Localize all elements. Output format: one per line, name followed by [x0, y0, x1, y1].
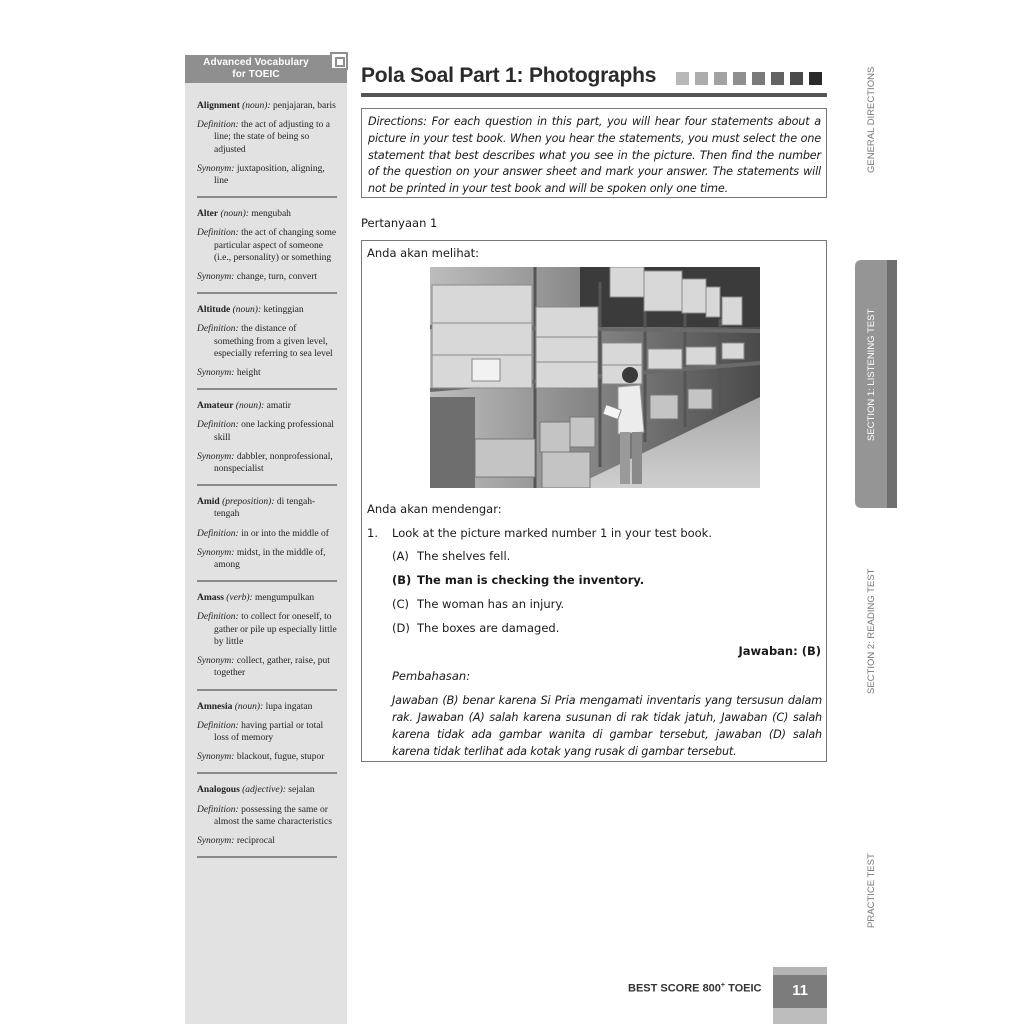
vocab-entry	[197, 400, 337, 486]
vocab-synonym	[197, 271, 337, 283]
vocab-pos: (noun):	[242, 101, 271, 111]
vocab-headword	[197, 304, 337, 316]
synonym-text: collect, gather, raise, put together	[214, 656, 330, 679]
discussion-label: Pembahasan:	[392, 669, 471, 683]
vocab-synonym	[197, 163, 337, 187]
definition-label: Definition:	[197, 612, 239, 623]
sidebar-header-line2: for TOEIC	[232, 69, 280, 80]
vocab-word: Amass	[197, 593, 224, 604]
vocab-definition	[197, 804, 337, 828]
vocab-pos: (preposition):	[222, 497, 275, 508]
vocab-entry	[197, 592, 337, 690]
vocabulary-list	[197, 100, 337, 868]
vocab-entry	[197, 304, 337, 390]
vocabulary-sidebar	[185, 55, 347, 1024]
synonym-text: reciprocal	[236, 835, 275, 846]
title-square	[752, 72, 765, 85]
vocab-headword	[197, 208, 337, 220]
rail-listening-test: SECTION 1: LISTENING TEST	[866, 308, 877, 441]
option-letter-c: (C)	[392, 597, 410, 611]
vocab-synonym	[197, 367, 337, 379]
vocab-headword	[197, 701, 337, 713]
definition-text: the distance of something from a given level, especially referring to sea level	[214, 324, 333, 359]
synonym-label: Synonym:	[197, 752, 235, 763]
vocab-synonym	[197, 655, 337, 679]
title-square	[809, 72, 822, 85]
title-square	[714, 72, 727, 85]
discussion-text: Jawaban (B) benar karena Si Pria mengamati inventaris yang tersusun dalam rak. Jawaban (A) salah karena susunan di rak tidak jatuh, Jawaban (C) salah karena tidak ada gambar wanita di gambar tersebut, jawaban (D) salah karena tidak terlihat ada kotak yang rusak di gambar tersebut.	[392, 694, 822, 758]
vocab-entry	[197, 100, 337, 198]
option-text-b: The man is checking the inventory.	[417, 573, 645, 587]
synonym-text: dabbler, nonprofessional, nonspecialist	[214, 451, 333, 475]
vocab-headword	[197, 400, 337, 412]
vocab-definition	[197, 119, 337, 156]
vocab-word: Amateur	[197, 401, 234, 412]
option-text-c: The woman has an injury.	[417, 597, 565, 611]
vocab-translation: mengubah	[251, 209, 291, 220]
title-square	[695, 72, 708, 85]
title-square	[733, 72, 746, 85]
page-title: Pola Soal Part 1: Photographs	[361, 64, 657, 87]
vocab-definition	[197, 227, 337, 264]
vocab-pos: (noun):	[234, 701, 264, 712]
corner-squares-icon	[330, 52, 348, 70]
vocab-word: Amnesia	[197, 701, 233, 712]
synonym-text: juxtaposition, aligning, line	[214, 163, 325, 187]
vocab-synonym	[197, 451, 337, 475]
vocab-translation: di tengah-tengah	[214, 497, 316, 520]
definition-label: Definition:	[197, 120, 239, 131]
definition-text: to collect for oneself, to gather or pile up especially little by little	[214, 612, 337, 647]
question-box	[361, 240, 827, 762]
vocab-headword	[197, 496, 337, 520]
definition-label: Definition:	[197, 804, 239, 815]
definition-text: having partial or total loss of memory	[214, 720, 324, 743]
option-letter-a: (A)	[392, 549, 409, 563]
vocab-definition	[197, 720, 337, 744]
vocab-definition	[197, 323, 337, 360]
see-label: Anda akan melihat:	[367, 246, 480, 260]
synonym-text: midst, in the middle of, among	[214, 547, 326, 571]
vocab-headword	[197, 592, 337, 604]
vocab-definition	[197, 419, 337, 443]
definition-text: the act of adjusting to a line; the state of being so adjusted	[214, 120, 330, 155]
vocab-word: Alter	[197, 209, 219, 220]
definition-label: Definition:	[197, 324, 239, 335]
vocab-word: Amid	[197, 497, 220, 508]
vocab-pos: (verb):	[226, 593, 253, 604]
option-letter-d: (D)	[392, 621, 410, 635]
vocab-definition	[197, 611, 337, 648]
definition-label: Definition:	[197, 720, 239, 731]
vocab-translation: sejalan	[288, 785, 315, 796]
page-number: 11	[792, 982, 808, 999]
question-label: Pertanyaan 1	[361, 216, 438, 230]
vocab-headword	[197, 784, 337, 796]
vocab-pos: (adjective):	[242, 785, 286, 796]
vocab-entry	[197, 784, 337, 858]
rail-general-directions: GENERAL DIRECTIONS	[866, 66, 877, 173]
vocab-synonym	[197, 547, 337, 571]
vocab-translation: penjajaran, baris	[273, 101, 336, 111]
vocab-entry	[197, 701, 337, 775]
book-title-sup: +	[720, 982, 726, 989]
synonym-label: Synonym:	[197, 272, 235, 283]
sidebar-header-line1: Advanced Vocabulary	[203, 57, 309, 68]
definition-text: possessing the same or almost the same characteristics	[214, 804, 332, 827]
answer-label: Jawaban: (B)	[738, 644, 821, 658]
book-title-suffix: TOEIC	[725, 982, 762, 995]
synonym-label: Synonym:	[197, 547, 235, 558]
synonym-label: Synonym:	[197, 368, 235, 379]
synonym-text: change, turn, convert	[236, 272, 318, 283]
definition-text: one lacking professional skill	[214, 420, 334, 443]
vocab-word: Altitude	[197, 305, 231, 316]
option-text-d: The boxes are damaged.	[417, 621, 560, 635]
vocab-translation: amatir	[266, 401, 291, 412]
definition-text: the act of changing some particular aspect of someone (i.e., personality) or something	[214, 228, 337, 263]
synonym-text: height	[236, 368, 261, 379]
option-text-a: The shelves fell.	[417, 549, 511, 563]
vocab-synonym	[197, 835, 337, 847]
definition-label: Definition:	[197, 528, 239, 539]
question-number: 1.	[367, 526, 378, 540]
directions-box: Directions: For each question in this part, you will hear four statements about a picture in your test book. When you hear the statements, you must select the one statement that best describes what you see in the picture. Then find the number of the question on your answer sheet and mark your answer. The statements will not be printed in your test book and will be spoken only one time.	[361, 108, 827, 198]
title-square	[676, 72, 689, 85]
title-square	[771, 72, 784, 85]
vocab-definition	[197, 528, 337, 540]
synonym-text: blackout, fugue, stupor	[236, 752, 325, 763]
page-number-box	[773, 967, 827, 1024]
vocab-entry	[197, 208, 337, 294]
vocab-word: Analogous	[197, 785, 240, 796]
hear-label: Anda akan mendengar:	[367, 502, 502, 516]
title-square	[790, 72, 803, 85]
vocab-pos: (noun):	[232, 305, 262, 316]
definition-label: Definition:	[197, 228, 239, 239]
rail-practice-test: PRACTICE TEST	[866, 853, 877, 928]
definition-label: Definition:	[197, 420, 239, 431]
vocab-headword	[197, 100, 337, 112]
question-text: Look at the picture marked number 1 in your test book.	[392, 526, 713, 540]
vocab-translation: lupa ingatan	[265, 701, 313, 712]
synonym-label: Synonym:	[197, 451, 235, 462]
vocab-pos: (noun):	[220, 209, 249, 220]
title-rule	[361, 93, 827, 97]
synonym-label: Synonym:	[197, 835, 235, 846]
synonym-label: Synonym:	[197, 163, 235, 174]
book-title-footer	[628, 982, 762, 995]
synonym-label: Synonym:	[197, 656, 235, 667]
page-number-stripe	[773, 1008, 827, 1024]
warehouse-photo	[430, 267, 760, 488]
vocab-pos: (noun):	[235, 401, 265, 412]
sidebar-header	[185, 55, 347, 83]
vocab-translation: ketinggian	[263, 305, 304, 316]
vocab-synonym	[197, 751, 337, 763]
vocab-translation: mengumpulkan	[255, 593, 315, 604]
definition-text: in or into the middle of	[241, 528, 329, 539]
vocab-word: Alignment	[197, 101, 240, 111]
book-title-prefix: BEST SCORE 800	[628, 982, 721, 995]
option-letter-b: (B)	[392, 573, 412, 587]
vocab-entry	[197, 496, 337, 582]
rail-reading-test: SECTION 2: READING TEST	[866, 568, 877, 694]
